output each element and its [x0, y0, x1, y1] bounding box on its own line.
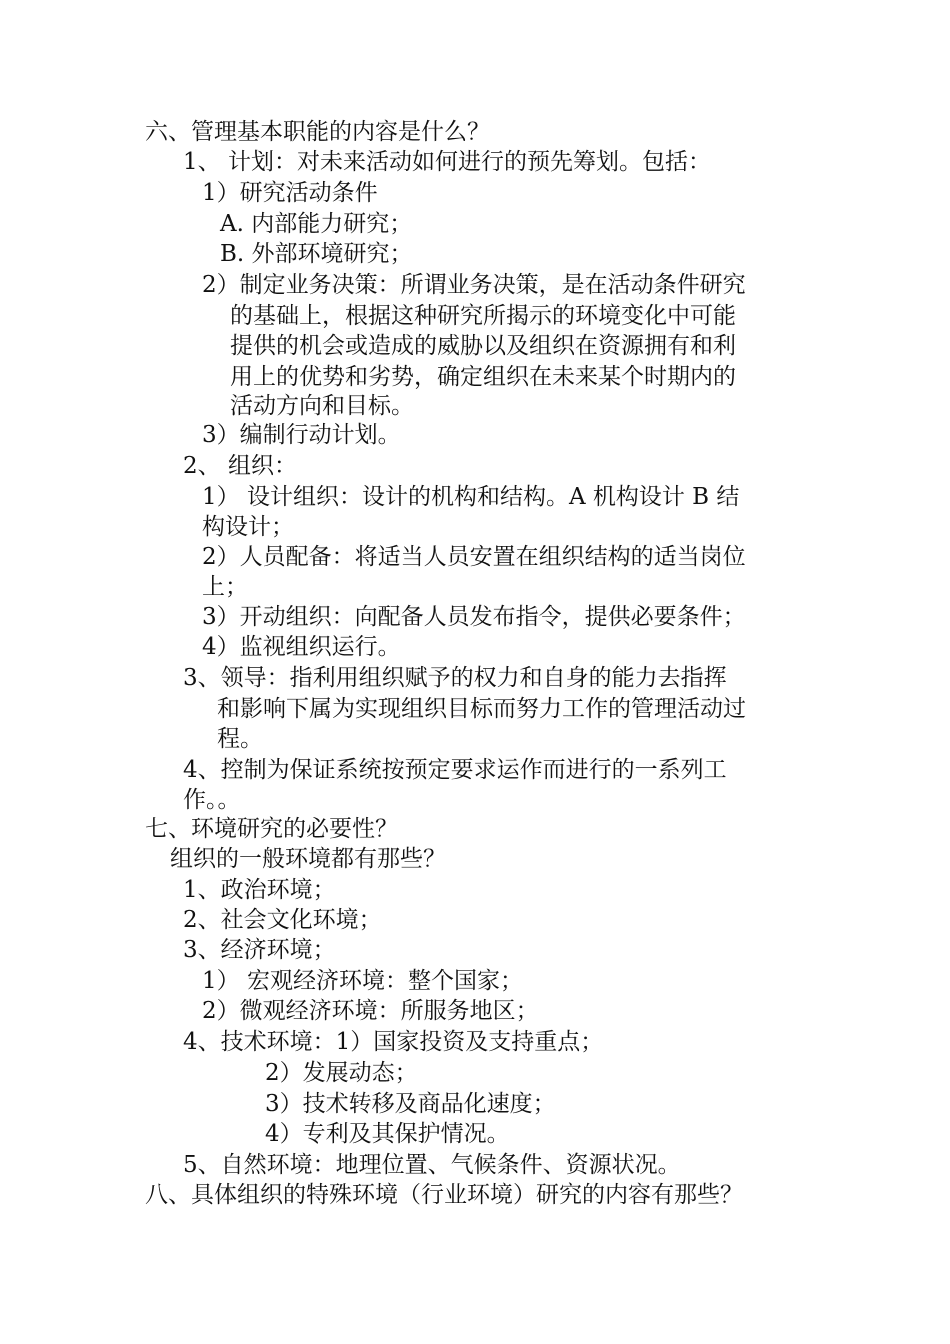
list-item: 1、政治环境； [183, 877, 336, 903]
sub-sub-item: A. 内部能力研究； [220, 211, 413, 237]
list-item-control: 4、控制为保证系统按预定要求运作而进行的一系列工 [183, 757, 727, 783]
sub-item: 1） 宏观经济环境：整个国家； [202, 968, 523, 994]
list-item-organize: 2、 组织： [183, 453, 297, 479]
paragraph-line: 上； [202, 574, 248, 600]
section-heading-7: 七、环境研究的必要性？ [145, 816, 398, 842]
list-item: 3、经济环境； [183, 937, 336, 963]
list-item: 4、技术环境：1）国家投资及支持重点； [183, 1029, 604, 1055]
sub-item: 2）人员配备：将适当人员安置在组织结构的适当岗位 [202, 544, 746, 570]
sub-item: 2）微观经济环境：所服务地区； [202, 998, 539, 1024]
sub-item: 3）开动组织：向配备人员发布指令，提供必要条件； [202, 604, 746, 630]
paragraph-line: 作。。 [183, 787, 241, 813]
list-item: 2、社会文化环境； [183, 907, 382, 933]
section-heading-8: 八、具体组织的特殊环境（行业环境）研究的内容有那些？ [145, 1182, 743, 1208]
paragraph-line: 的基础上，根据这种研究所揭示的环境变化中可能 [230, 303, 736, 329]
sub-item: 4）监视组织运行。 [202, 634, 401, 660]
sub-item: 2）制定业务决策：所谓业务决策，是在活动条件研究 [202, 272, 746, 298]
paragraph-line: 和影响下属为实现组织目标而努力工作的管理活动过 [217, 696, 746, 722]
sub-item: 1） 设计组织：设计的机构和结构。A 机构设计 B 结 [202, 484, 740, 510]
list-item: 5、自然环境：地理位置、气候条件、资源状况。 [183, 1152, 681, 1178]
sub-item: 1）研究活动条件 [202, 180, 378, 206]
paragraph-line: 程。 [217, 726, 263, 752]
list-item-plan: 1、 计划：对未来活动如何进行的预先筹划。包括： [183, 149, 711, 175]
paragraph-line: 活动方向和目标。 [230, 393, 414, 419]
sub-item: 3）编制行动计划。 [202, 422, 401, 448]
sub-item: 2）发展动态； [265, 1060, 418, 1086]
sub-item: 3）技术转移及商品化速度； [265, 1091, 556, 1117]
list-item-lead: 3、领导：指利用组织赋予的权力和自身的能力去指挥 [183, 665, 727, 691]
sub-item: 4）专利及其保护情况。 [265, 1121, 510, 1147]
sub-sub-item: B. 外部环境研究； [220, 241, 413, 267]
paragraph-line: 用上的优势和劣势，确定组织在未来某个时期内的 [230, 364, 736, 390]
paragraph-line: 提供的机会或造成的威胁以及组织在资源拥有和利 [230, 333, 736, 359]
subheading: 组织的一般环境都有那些？ [170, 846, 446, 872]
paragraph-line: 构设计； [202, 514, 294, 540]
section-heading-6: 六、管理基本职能的内容是什么？ [145, 119, 490, 145]
